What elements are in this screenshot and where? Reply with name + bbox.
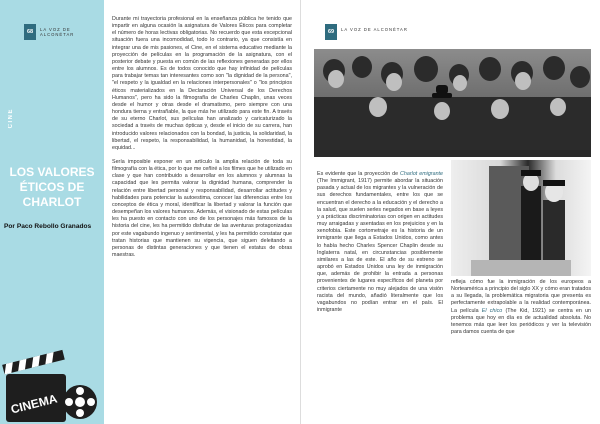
kid-film-still-photo bbox=[451, 160, 591, 276]
article-column-1 bbox=[112, 16, 292, 266]
running-head: LA VOZ DE ALCONÉTAR bbox=[341, 27, 408, 32]
paragraph bbox=[451, 279, 591, 336]
article-column-3 bbox=[317, 171, 443, 321]
paragraph bbox=[317, 171, 443, 314]
article-title: LOS VALORES ÉTICOS DE CHARLOT bbox=[9, 165, 95, 209]
immigrant-film-still-photo bbox=[314, 49, 591, 157]
article-column-4 bbox=[451, 279, 591, 343]
paragraph-text: refleja cómo fue la inmigración de los europeos a Norteamérica a principio del siglo XX y cómo eran tratados a su llegada, la problemática migratoria que presenta es perfectamente extrapolable a la realidad contemporánea. La película bbox=[451, 279, 591, 314]
film-title: El chico bbox=[481, 307, 503, 314]
cinema-clapper-icon bbox=[0, 334, 104, 424]
running-head: LA VOZ DE ALCONÉTAR bbox=[40, 27, 75, 37]
tramp-and-kid-photo-icon bbox=[451, 160, 591, 276]
section-label: CINE bbox=[8, 108, 14, 129]
paragraph-text: (The Kid, 1921) se centra en un problema que hoy en día es de actualidad absoluta. No tenemos más que leer los periódicos y ver la televisión para damos cuenta de que bbox=[451, 307, 591, 336]
author-byline: Por Paco Rebollo Granados bbox=[4, 223, 92, 230]
cinema-badge-text: CINEMA bbox=[9, 391, 59, 417]
film-title: Charlot emigrante bbox=[400, 171, 443, 177]
paragraph: Durante mi trayectoria profesional en la enseñanza pública he tenido que impartir en alguna ocasión la asignatura de Valores Éticos para completar el número de horas lectivas obligatorias. No recuerdo que esta excepcional situación fuera una incomodidad, todo lo contrario, ya que consistía en integrar una de mis pasiones, el Cine, en el sistema educativo mediante la proyección de películas en la programación de la asignatura, con el posterior debate y puesta en común de las reflexiones generadas por ellos entre los alumnos. Es de todos conocido que hay infinidad de películas para trabajar temas tan interesantes como son "la dignidad de la persona", "el respeto y la igualdad en la relaciones interpersonales" o "los principios éticos materializados en la Declaración Universal de los Derechos Humanos", pero ha sido la filmografía de Charles Chaplin, unas veces desde el humor y otras desde el dramatismo, pero siempre con una hondura tierna y entrañable, la que más he utilizado para este fin. A través de su eterno Charlot, sus películas han analizado y caricaturizado la sociedad a través de muchas ópticas y, desde el inicio de su carrera, han introducido valores relacionados con la bondad, la justicia, la solidaridad, la libertad, el respeto, la responsabilidad, la humanidad, la honestidad, la equidad... bbox=[112, 16, 292, 151]
paragraph: Sería imposible exponer en un artículo la amplia relación de toda su filmografía con la ética, por lo que me ceñiré a los filmes que he utilizado en clase y que han contribuido a desarrollar en los alumnos y alumnas la capacidad que les permita valorar la dignidad humana, comprender la relación entre libertad personal y responsabilidad, desarrollar actitudes y habilidades para potenciar la autoestima, conocer las diferencias entre los conceptos de ética y moral, identificar la libertad y valorar la función que desempeñan los valores humanos. Además, el visionado de estas películas les ha puesto en contacto con uno de los personajes más famosos de la historia del cine, les ha permitido disfrutar de las aventuras protagonizadas por este vagabundo ingenuo y sentimental, y les ha permitido constatar que tratan historias que mantienen su vigencia, que siguen deleitando a personas de distintas generaciones y que tienen el estatus de obras maestras. bbox=[112, 158, 292, 258]
page-number: 69 bbox=[325, 24, 337, 40]
right-page bbox=[300, 0, 600, 424]
sidebar-panel bbox=[0, 0, 104, 424]
paragraph-text: Es evidente que la proyección de bbox=[317, 171, 401, 177]
paragraph-text: (The Immigrant, 1917) permite abordar la situación pasada y actual de los migrantes y la vulneración de sus derechos fundamentales, entre los que se encuentran el derecho a la educación y el derecho a la salud, que suelen serles negados en base a leyes y a prácticas discriminatorias con origen en actitudes muy arraigadas y asentadas en los prejuicios y en la xenofobia. Este cortometraje es la historia de un inmigrante que llega a Estados Unidos, como antes lo había hecho Charles Spencer Chaplin desde su Inglaterra natal, en circunstancias posiblemente similares a las de este. El año de su estreno se aprobó en Estados Unidos una ley de inmigración que, además de prohibir la entrada a personas provenientes de lugares específicos del planeta por criterios ciertamente no muy alejados de una visión racista del mundo, añadió literalmente que los vagabundos no podían entrar en el país. El inmigrante bbox=[317, 178, 443, 313]
page-number: 68 bbox=[24, 24, 36, 40]
crowd-photo-icon bbox=[314, 49, 591, 157]
